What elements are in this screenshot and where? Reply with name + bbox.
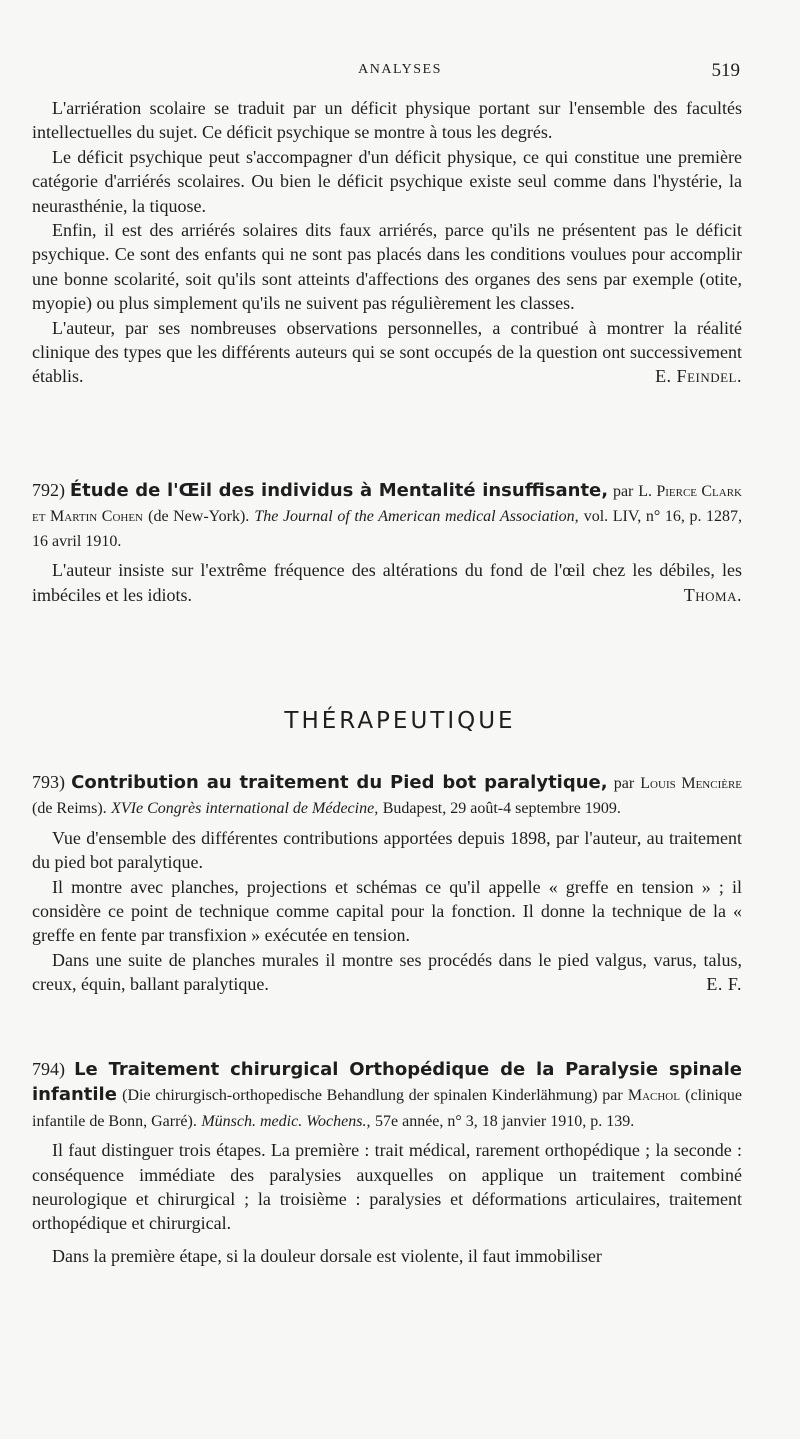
reference-prefix: (Die chirurgisch-orthopedische Behandlung der spinalen Kinderlähmung) par	[122, 1087, 623, 1105]
intro-abstract	[32, 96, 742, 389]
intro-paragraph	[32, 316, 742, 389]
running-title: ANALYSES	[358, 62, 442, 77]
reference-place: (clinique infantile de Bonn, Garré).	[32, 1087, 743, 1130]
abstract-792	[32, 478, 742, 607]
reference-journal: The Journal of the American medical Association,	[254, 508, 579, 526]
abstract-title: Étude de l'Œil des individus à Mentalité insuffisante,	[69, 480, 609, 501]
intro-paragraph-text: L'auteur, par ses nombreuses observations personnelles, a contribué à montrer la réalité clinique des types que les différents auteurs qui se sont occupés de la question ont successivement établis.	[32, 317, 742, 387]
reference-details: vol. LIV, n° 16, p. 1287, 16 avril 1910.	[32, 508, 743, 550]
abstract-794	[32, 1057, 742, 1268]
abstract-heading	[32, 1057, 742, 1132]
abstract-paragraph: Vue d'ensemble des différentes contributions apportées depuis 1898, par l'auteur, au traitement du pied bot paralytique.	[32, 827, 742, 873]
abstract-number: 792)	[32, 480, 65, 500]
reference-journal: Münsch. medic. Wochens.,	[201, 1112, 371, 1130]
abstract-number: 793)	[32, 772, 65, 792]
reference-author: Machol	[627, 1087, 680, 1105]
abstract-heading	[32, 770, 742, 820]
signature: E. F.	[706, 974, 742, 995]
reference-details: Budapest, 29 août-4 septembre 1909.	[382, 800, 621, 818]
abstract-paragraph-text: L'auteur insiste sur l'extrême fréquence des altérations du fond de l'œil chez les débiles, les imbéciles et les idiots.	[32, 560, 742, 605]
reference-details: 57e année, n° 3, 18 janvier 1910, p. 139.	[374, 1112, 635, 1130]
reference-authors: L. Pierce Clark et Martin Cohen	[32, 483, 742, 526]
signature: E. Feindel.	[655, 366, 742, 387]
running-header	[0, 60, 800, 84]
abstract-paragraph: Dans la première étape, si la douleur dorsale est violente, il faut immobiliser	[52, 1245, 602, 1266]
abstract-paragraph	[32, 558, 742, 607]
abstract-title: Contribution au traitement du Pied bot paralytique,	[71, 772, 608, 793]
abstract-number: 794)	[32, 1059, 65, 1079]
abstract-heading	[32, 478, 742, 552]
abstract-793	[32, 770, 742, 997]
reference-place: (de Reims).	[32, 800, 107, 818]
abstract-paragraph	[32, 948, 742, 997]
reference-par: par	[613, 775, 635, 792]
intro-paragraph: Le déficit psychique peut s'accompagner d'un déficit physique, ce qui constitue une première catégorie d'arriérés scolaires. Ou bien le déficit psychique existe seul comme dans l'hystérie, la neurasthénie, la tiquose.	[32, 146, 742, 216]
abstract-paragraph: Il montre avec planches, projections et schémas ce qu'il appelle « greffe en tension » ; il considère ce point de technique comme capital pour la fonction. Il donne la technique de la « greffe en fente par transfixion » exécutée en tension.	[32, 876, 742, 946]
abstract-title: Le Traitement chirurgical Orthopédique de la Paralysie spinale infantile	[32, 1059, 743, 1106]
reference-place: (de New-York).	[148, 508, 250, 526]
abstract-paragraph-text: Dans une suite de planches murales il montre ses procédés dans le pied valgus, varus, talus, creux, équin, ballant paralytique.	[32, 949, 742, 995]
reference-author: Louis Mencière	[640, 775, 743, 792]
intro-paragraph: L'arriération scolaire se traduit par un déficit physique portant sur l'ensemble des facultés intellectuelles du sujet. Ce déficit psychique se montre à tous les degrés.	[32, 98, 742, 143]
reference-journal: XVIe Congrès international de Médecine,	[111, 800, 379, 818]
signature: Thoma.	[683, 584, 742, 605]
abstract-paragraph: Il faut distinguer trois étapes. La première : trait médical, rarement orthopédique ; la seconde : conséquence immédiate des paralysies auxquelles on applique un traitement combiné neurologique et chirurgical ; la troisième : paralysies et déformations articulaires, traitement orthopédique et chirurgical.	[32, 1140, 742, 1234]
intro-paragraph: Enfin, il est des arriérés solaires dits faux arriérés, parce qu'ils ne présentent pas le déficit psychique. Ce sont des enfants qui ne sont pas placés dans les conditions voulues pour accomplir une bonne scolarité, soit qu'ils sont atteints d'affections des organes des sens par exemple (otite, myopie) ou plus simplement qu'ils ne suivent pas régulièrement les classes.	[32, 220, 742, 314]
page-number: 519	[711, 60, 740, 81]
section-title: THÉRAPEUTIQUE	[284, 708, 516, 734]
reference-par: par	[612, 483, 634, 500]
